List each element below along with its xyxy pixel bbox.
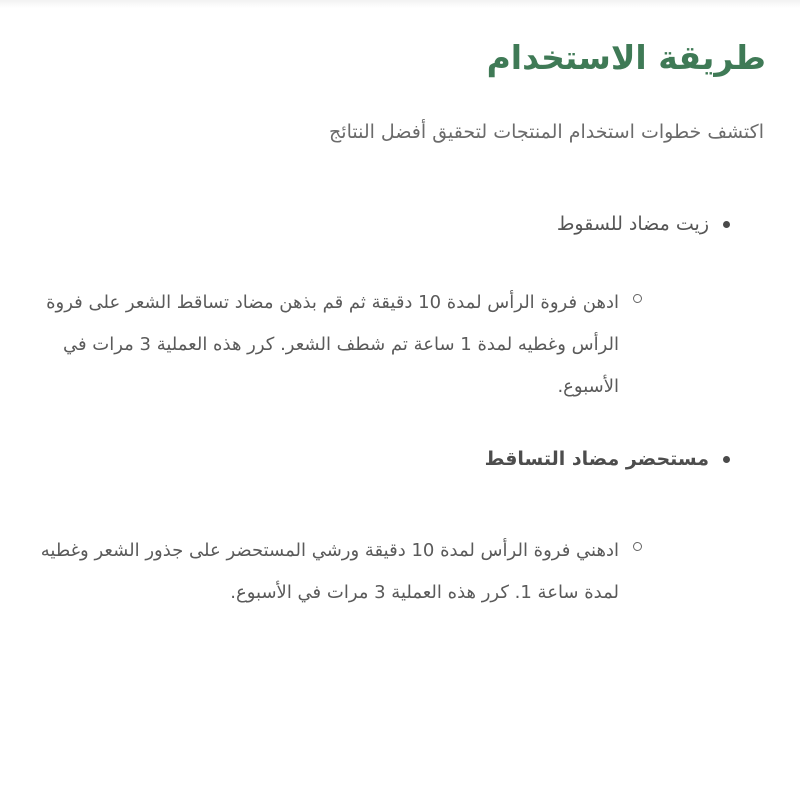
bullet-icon — [723, 456, 730, 463]
list-item-label: زيت مضاد للسقوط — [556, 213, 709, 235]
sub-list-item-oil-instruction — [28, 282, 642, 408]
page-subtitle: اكتشف خطوات استخدام المنتجات لتحقيق أفضل النتائج — [329, 121, 764, 143]
list-item-anti-hairfall-product — [485, 443, 730, 475]
instruction-text: ادهن فروة الرأس لمدة 10 دقيقة ثم قم بذهن مضاد تساقط الشعر على فروة الرأس وغطيه لمدة 1 ساعة تم شطف الشعر. كرر هذه العملية 3 مرات في الأسبوع. — [46, 292, 619, 397]
bullet-icon — [723, 221, 730, 228]
list-item-anti-fall-oil — [557, 208, 730, 240]
sub-bullet-icon — [633, 542, 642, 551]
sub-bullet-icon — [633, 294, 642, 303]
list-item-label: مستحضر مضاد التساقط — [484, 448, 709, 470]
instruction-text: ادهني فروة الرأس لمدة 10 دقيقة ورشي المستحضر على جذور الشعر وغطيه لمدة ساعة 1. كرر هذه العملية 3 مرات في الأسبوع. — [40, 540, 619, 603]
page-title: طريقة الاستخدام — [486, 38, 766, 77]
sub-list-item-product-instruction — [28, 530, 642, 614]
